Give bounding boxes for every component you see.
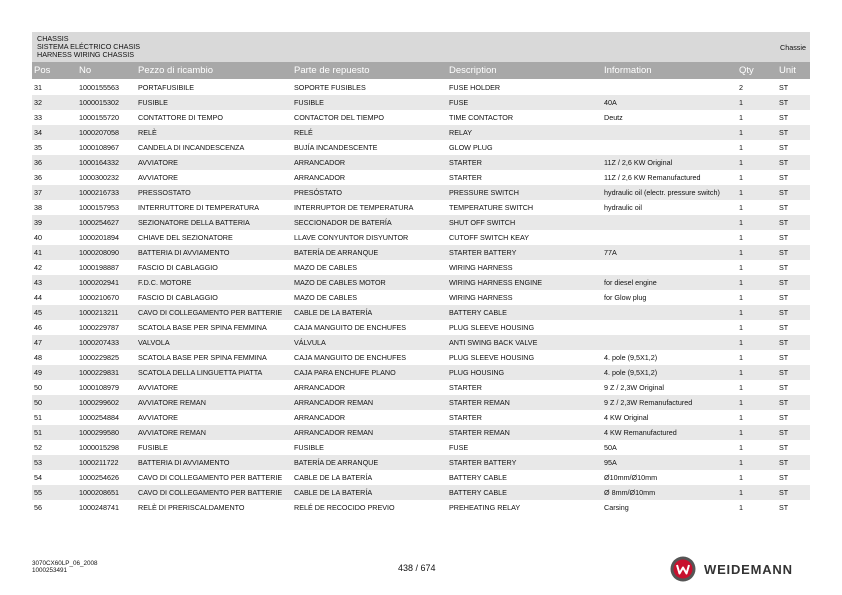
cell-qty: 1 [739, 293, 743, 302]
cell-spanish: CABLE DE LA BATERÍA [294, 308, 373, 317]
cell-description: SHUT OFF SWITCH [449, 218, 516, 227]
col-qty: Qty [739, 65, 754, 76]
cell-no: 1000202941 [79, 278, 119, 287]
cell-information: 4 KW Original [604, 413, 649, 422]
cell-no: 1000108967 [79, 143, 119, 152]
table-row [32, 245, 810, 260]
cell-qty: 1 [739, 383, 743, 392]
cell-italian: F.D.C. MOTORE [138, 278, 192, 287]
cell-information: 11Z / 2,6 KW Original [604, 158, 673, 167]
cell-information: 9 Z / 2,3W Original [604, 383, 664, 392]
cell-unit: ST [779, 293, 789, 302]
cell-qty: 2 [739, 83, 743, 92]
cell-spanish: SECCIONADOR DE BATERÍA [294, 218, 392, 227]
page-number: 438 / 674 [398, 563, 436, 573]
cell-description: BATTERY CABLE [449, 488, 507, 497]
cell-information: 9 Z / 2,3W Remanufactured [604, 398, 693, 407]
cell-information: 40A [604, 98, 617, 107]
cell-no: 1000210670 [79, 293, 119, 302]
cell-description: WIRING HARNESS [449, 293, 513, 302]
cell-italian: BATTERIA DI AVVIAMENTO [138, 248, 230, 257]
cell-description: PLUG SLEEVE HOUSING [449, 323, 535, 332]
table-row [32, 485, 810, 500]
table-row [32, 350, 810, 365]
table-row [32, 395, 810, 410]
cell-description: TIME CONTACTOR [449, 113, 514, 122]
cell-information: hydraulic oil (electr. pressure switch) [604, 188, 720, 197]
cell-description: STARTER [449, 383, 482, 392]
cell-qty: 1 [739, 398, 743, 407]
cell-qty: 1 [739, 158, 743, 167]
cell-unit: ST [779, 203, 789, 212]
cell-pos: 34 [34, 128, 42, 137]
table-row [32, 80, 810, 95]
cell-italian: BATTERIA DI AVVIAMENTO [138, 458, 230, 467]
cell-unit: ST [779, 83, 789, 92]
cell-italian: CONTATTORE DI TEMPO [138, 113, 223, 122]
cell-italian: AVVIATORE [138, 173, 178, 182]
cell-spanish: ARRANCADOR [294, 158, 346, 167]
table-row [32, 410, 810, 425]
cell-no: 1000248741 [79, 503, 119, 512]
cell-no: 1000208651 [79, 488, 119, 497]
cell-unit: ST [779, 428, 789, 437]
cell-pos: 52 [34, 443, 42, 452]
cell-qty: 1 [739, 353, 743, 362]
cell-qty: 1 [739, 263, 743, 272]
cell-no: 1000299580 [79, 428, 119, 437]
cell-italian: SCATOLA BASE PER SPINA FEMMINA [138, 323, 267, 332]
col-pos: Pos [34, 65, 51, 76]
cell-description: RELAY [449, 128, 473, 137]
cell-italian: FUSIBLE [138, 443, 168, 452]
section-titles [37, 35, 140, 59]
col-no: No [79, 65, 92, 76]
cell-unit: ST [779, 128, 789, 137]
cell-pos: 36 [34, 173, 42, 182]
cell-description: PREHEATING RELAY [449, 503, 521, 512]
cell-pos: 50 [34, 398, 42, 407]
cell-pos: 45 [34, 308, 42, 317]
cell-italian: AVVIATORE [138, 413, 178, 422]
cell-pos: 44 [34, 293, 42, 302]
cell-unit: ST [779, 263, 789, 272]
cell-spanish: RELÉ DE RECOCIDO PREVIO [294, 503, 395, 512]
cell-spanish: CABLE DE LA BATERÍA [294, 488, 373, 497]
cell-pos: 31 [34, 83, 42, 92]
cell-unit: ST [779, 503, 789, 512]
cell-italian: PRESSOSTATO [138, 188, 191, 197]
cell-spanish: MAZO DE CABLES [294, 293, 358, 302]
cell-description: BATTERY CABLE [449, 308, 507, 317]
cell-italian: RELÈ DI PRERISCALDAMENTO [138, 503, 245, 512]
cell-description: FUSE [449, 443, 469, 452]
cell-qty: 1 [739, 443, 743, 452]
cell-spanish: ARRANCADOR [294, 383, 346, 392]
cell-pos: 47 [34, 338, 42, 347]
cell-no: 1000108979 [79, 383, 119, 392]
col-unit: Unit [779, 65, 796, 76]
table-row [32, 275, 810, 290]
cell-qty: 1 [739, 143, 743, 152]
cell-qty: 1 [739, 323, 743, 332]
cell-no: 1000164332 [79, 158, 119, 167]
cell-italian: SCATOLA DELLA LINGUETTA PIATTA [138, 368, 263, 377]
cell-qty: 1 [739, 458, 743, 467]
cell-spanish: ARRANCADOR [294, 413, 346, 422]
cell-unit: ST [779, 98, 789, 107]
cell-no: 1000300232 [79, 173, 119, 182]
cell-qty: 1 [739, 113, 743, 122]
cell-italian: CANDELA DI INCANDESCENZA [138, 143, 245, 152]
cell-information: 4 KW Remanufactured [604, 428, 677, 437]
table-row [32, 95, 810, 110]
cell-information: Carsing [604, 503, 629, 512]
cell-information: 4. pole (9,5X1,2) [604, 353, 658, 362]
cell-no: 1000229787 [79, 323, 119, 332]
cell-qty: 1 [739, 308, 743, 317]
cell-spanish: BATERÍA DE ARRANQUE [294, 248, 379, 257]
cell-qty: 1 [739, 203, 743, 212]
cell-unit: ST [779, 323, 789, 332]
cell-unit: ST [779, 383, 789, 392]
table-row [32, 260, 810, 275]
cell-no: 1000208090 [79, 248, 119, 257]
cell-italian: CAVO DI COLLEGAMENTO PER BATTERIE [138, 488, 283, 497]
cell-spanish: FUSIBLE [294, 98, 324, 107]
table-row [32, 110, 810, 125]
cell-description: TEMPERATURE SWITCH [449, 203, 534, 212]
table-row [32, 185, 810, 200]
table-row [32, 440, 810, 455]
cell-qty: 1 [739, 128, 743, 137]
weidemann-logo-icon [670, 556, 696, 582]
cell-pos: 46 [34, 323, 42, 332]
cell-no: 1000155720 [79, 113, 119, 122]
cell-qty: 1 [739, 338, 743, 347]
cell-pos: 42 [34, 263, 42, 272]
cell-description: STARTER BATTERY [449, 248, 517, 257]
cell-information: Deutz [604, 113, 623, 122]
cell-pos: 43 [34, 278, 42, 287]
cell-qty: 1 [739, 188, 743, 197]
col-italian: Pezzo di ricambio [138, 65, 213, 76]
cell-unit: ST [779, 233, 789, 242]
brand-wordmark: WEIDEMANN [704, 561, 793, 577]
cell-pos: 54 [34, 473, 42, 482]
cell-description: PLUG HOUSING [449, 368, 505, 377]
cell-pos: 41 [34, 248, 42, 257]
cell-italian: RELÈ [138, 128, 157, 137]
cell-description: FUSE [449, 98, 469, 107]
cell-qty: 1 [739, 413, 743, 422]
table-row [32, 470, 810, 485]
cell-spanish: RELÉ [294, 128, 313, 137]
cell-description: FUSE HOLDER [449, 83, 501, 92]
cell-pos: 55 [34, 488, 42, 497]
cell-information: 11Z / 2,6 KW Remanufactured [604, 173, 701, 182]
cell-information: Ø10mm/Ø10mm [604, 473, 658, 482]
cell-italian: AVVIATORE [138, 383, 178, 392]
cell-pos: 37 [34, 188, 42, 197]
cell-description: STARTER REMAN [449, 428, 510, 437]
cell-italian: VALVOLA [138, 338, 170, 347]
cell-pos: 51 [34, 413, 42, 422]
cell-description: ANTI SWING BACK VALVE [449, 338, 538, 347]
cell-no: 1000254626 [79, 473, 119, 482]
cell-pos: 50 [34, 383, 42, 392]
cell-description: STARTER BATTERY [449, 458, 517, 467]
cell-spanish: ARRANCADOR REMAN [294, 398, 374, 407]
table-row [32, 200, 810, 215]
cell-no: 1000015302 [79, 98, 119, 107]
cell-italian: PORTAFUSIBILE [138, 83, 195, 92]
cell-no: 1000229831 [79, 368, 119, 377]
cell-description: PLUG SLEEVE HOUSING [449, 353, 535, 362]
cell-spanish: BUJÍA INCANDESCENTE [294, 143, 378, 152]
cell-qty: 1 [739, 233, 743, 242]
parts-table [32, 80, 810, 515]
cell-unit: ST [779, 413, 789, 422]
cell-pos: 35 [34, 143, 42, 152]
cell-spanish: CAJA PARA ENCHUFE PLANO [294, 368, 396, 377]
table-row [32, 455, 810, 470]
cell-unit: ST [779, 398, 789, 407]
cell-qty: 1 [739, 248, 743, 257]
cell-spanish: MAZO DE CABLES [294, 263, 358, 272]
section-header [32, 32, 810, 62]
col-information: Information [604, 65, 652, 76]
cell-qty: 1 [739, 503, 743, 512]
cell-description: STARTER [449, 413, 482, 422]
cell-italian: CAVO DI COLLEGAMENTO PER BATTERIE [138, 308, 283, 317]
table-row [32, 230, 810, 245]
cell-qty: 1 [739, 488, 743, 497]
cell-unit: ST [779, 368, 789, 377]
cell-information: 77A [604, 248, 617, 257]
cell-information: for Glow plug [604, 293, 647, 302]
brand-logo [670, 556, 793, 582]
cell-information: for diesel engine [604, 278, 657, 287]
cell-description: STARTER [449, 158, 482, 167]
table-row [32, 335, 810, 350]
cell-unit: ST [779, 188, 789, 197]
cell-spanish: SOPORTE FUSIBLES [294, 83, 366, 92]
cell-pos: 51 [34, 428, 42, 437]
cell-spanish: CABLE DE LA BATERÍA [294, 473, 373, 482]
cell-spanish: CAJA MANGUITO DE ENCHUFES [294, 353, 407, 362]
cell-spanish: BATERÍA DE ARRANQUE [294, 458, 379, 467]
col-description: Description [449, 65, 497, 76]
cell-unit: ST [779, 143, 789, 152]
cell-italian: AVVIATORE REMAN [138, 428, 206, 437]
cell-spanish: FUSIBLE [294, 443, 324, 452]
cell-qty: 1 [739, 173, 743, 182]
cell-unit: ST [779, 158, 789, 167]
cell-italian: FUSIBLE [138, 98, 168, 107]
cell-pos: 33 [34, 113, 42, 122]
cell-qty: 1 [739, 428, 743, 437]
cell-no: 1000213211 [79, 308, 119, 317]
cell-italian: CAVO DI COLLEGAMENTO PER BATTERIE [138, 473, 283, 482]
cell-information: Ø 8mm/Ø10mm [604, 488, 656, 497]
section-name: Chassie [780, 43, 806, 52]
cell-information: hydraulic oil [604, 203, 642, 212]
cell-information: 4. pole (9,5X1,2) [604, 368, 658, 377]
cell-no: 1000015298 [79, 443, 119, 452]
cell-spanish: PRESÓSTATO [294, 188, 342, 197]
cell-unit: ST [779, 308, 789, 317]
cell-qty: 1 [739, 218, 743, 227]
cell-pos: 53 [34, 458, 42, 467]
cell-no: 1000299602 [79, 398, 119, 407]
cell-no: 1000216733 [79, 188, 119, 197]
table-row [32, 290, 810, 305]
cell-no: 1000155563 [79, 83, 119, 92]
cell-no: 1000207058 [79, 128, 119, 137]
cell-unit: ST [779, 473, 789, 482]
cell-spanish: CAJA MANGUITO DE ENCHUFES [294, 323, 407, 332]
title-line-1: CHASSIS [37, 34, 69, 43]
table-row [32, 170, 810, 185]
cell-spanish: MAZO DE CABLES MOTOR [294, 278, 386, 287]
cell-pos: 40 [34, 233, 42, 242]
cell-unit: ST [779, 443, 789, 452]
cell-no: 1000229825 [79, 353, 119, 362]
cell-unit: ST [779, 173, 789, 182]
cell-unit: ST [779, 113, 789, 122]
cell-qty: 1 [739, 278, 743, 287]
title-line-3: HARNESS WIRING CHASSIS [37, 50, 135, 59]
cell-spanish: INTERRUPTOR DE TEMPERATURA [294, 203, 414, 212]
cell-description: WIRING HARNESS [449, 263, 513, 272]
cell-description: WIRING HARNESS ENGINE [449, 278, 543, 287]
table-row [32, 215, 810, 230]
cell-no: 1000254884 [79, 413, 119, 422]
cell-unit: ST [779, 338, 789, 347]
cell-description: BATTERY CABLE [449, 473, 507, 482]
col-spanish: Parte de repuesto [294, 65, 370, 76]
cell-no: 1000157953 [79, 203, 119, 212]
cell-unit: ST [779, 458, 789, 467]
cell-description: STARTER REMAN [449, 398, 510, 407]
table-row [32, 140, 810, 155]
doc-code: 3070CX60LP_06_2008 [32, 560, 98, 567]
cell-no: 1000211722 [79, 458, 119, 467]
doc-number: 1000253491 [32, 567, 68, 574]
table-row [32, 500, 810, 515]
cell-spanish: CONTACTOR DEL TIEMPO [294, 113, 384, 122]
table-row [32, 365, 810, 380]
cell-description: GLOW PLUG [449, 143, 493, 152]
cell-italian: CHIAVE DEL SEZIONATORE [138, 233, 233, 242]
cell-unit: ST [779, 353, 789, 362]
cell-pos: 39 [34, 218, 42, 227]
table-row [32, 155, 810, 170]
cell-spanish: ARRANCADOR REMAN [294, 428, 374, 437]
cell-unit: ST [779, 488, 789, 497]
table-row [32, 125, 810, 140]
cell-italian: AVVIATORE REMAN [138, 398, 206, 407]
cell-qty: 1 [739, 368, 743, 377]
cell-spanish: LLAVE CONYUNTOR DISYUNTOR [294, 233, 409, 242]
cell-spanish: ARRANCADOR [294, 173, 346, 182]
table-row [32, 320, 810, 335]
cell-spanish: VÁLVULA [294, 338, 326, 347]
cell-qty: 1 [739, 98, 743, 107]
cell-italian: SCATOLA BASE PER SPINA FEMMINA [138, 353, 267, 362]
cell-information: 95A [604, 458, 617, 467]
title-line-2: SISTEMA ELÉCTRICO CHASIS [37, 42, 141, 51]
column-header-row [32, 62, 810, 79]
cell-no: 1000254627 [79, 218, 119, 227]
table-row [32, 305, 810, 320]
cell-italian: SEZIONATORE DELLA BATTERIA [138, 218, 250, 227]
cell-unit: ST [779, 278, 789, 287]
cell-pos: 48 [34, 353, 42, 362]
cell-information: 50A [604, 443, 617, 452]
cell-unit: ST [779, 248, 789, 257]
cell-italian: FASCIO DI CABLAGGIO [138, 293, 218, 302]
cell-italian: FASCIO DI CABLAGGIO [138, 263, 218, 272]
cell-no: 1000201894 [79, 233, 119, 242]
cell-no: 1000198887 [79, 263, 119, 272]
cell-description: STARTER [449, 173, 482, 182]
cell-description: PRESSURE SWITCH [449, 188, 519, 197]
cell-no: 1000207433 [79, 338, 119, 347]
cell-unit: ST [779, 218, 789, 227]
cell-pos: 38 [34, 203, 42, 212]
cell-pos: 56 [34, 503, 42, 512]
footer-doc-info [32, 560, 97, 574]
table-row [32, 425, 810, 440]
cell-qty: 1 [739, 473, 743, 482]
cell-pos: 36 [34, 158, 42, 167]
cell-pos: 49 [34, 368, 42, 377]
cell-description: CUTOFF SWITCH KEAY [449, 233, 529, 242]
table-row [32, 380, 810, 395]
cell-pos: 32 [34, 98, 42, 107]
cell-italian: AVVIATORE [138, 158, 178, 167]
cell-italian: INTERRUTTORE DI TEMPERATURA [138, 203, 259, 212]
